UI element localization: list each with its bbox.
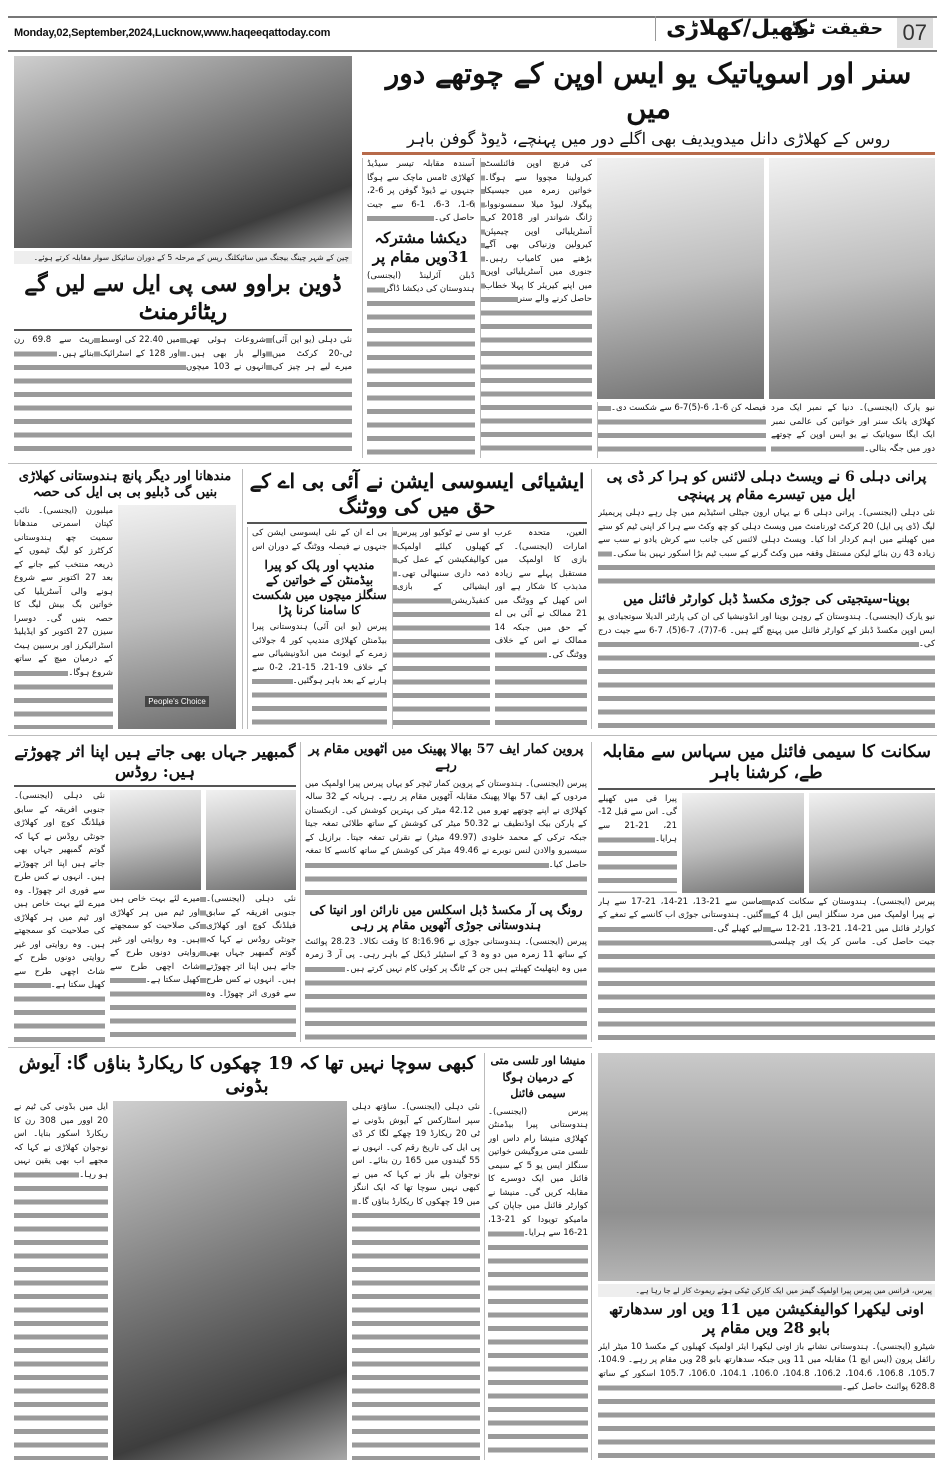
tennis-columns — [362, 158, 935, 458]
tennis-region — [362, 56, 935, 458]
sukant-rule — [598, 788, 935, 790]
badoni-body-row — [14, 1101, 480, 1460]
row-divider-3 — [8, 1047, 592, 1048]
badoni-headline: کبھی سوچا نہیں تھا کہ 19 چھکوں کا ریکارڈ بناؤں گا: آیوش بڈونی — [18, 1053, 476, 1097]
badoni-region — [14, 1053, 480, 1460]
sukant-photo — [682, 793, 804, 893]
rhodes-headline: گمبھیر جہاں بھی جاتے ہیں اپنا اثر چھوڑتے ہیں: روڈس — [14, 742, 296, 781]
delhi-headline: پرانی دہلی 6 نے ویسٹ دہلی لائنس کو ہرا کر ڈی پی ایل میں تیسرے مقام پر پہنچی — [606, 469, 927, 503]
bopanna-article: نیو یارک (ایجنسی)۔ ہندوستان کے روہن بوپنا اور انڈونیشیا کی ان کی پارٹنر الدیلا سوتجیادی یو ایس اوپن مکسڈ ڈبلز کے کوارٹر فائنل میں پہنچ گئے ہیں۔ 6-7(7)، 7-6(5)، 7-6 سے جیت درج کی۔ — [598, 611, 935, 729]
bravo-article: نئی دہلی (یو این آئی) ٹی-20 کرکٹ میں میرے لیے ہر چیز کی شروعات ہوئی تھی والے بار بھی ہیں۔ انہوں نے 103 میچوں میں 22.40 کی اوسط اور 128 کے اسٹرائیک ریٹ سے 69.8 رن بنائے ہیں۔ — [14, 334, 352, 458]
tennis-article-col-1: کی فرنچ اوپن فائنلسٹ کیرولینا مچووا سے ہوگا۔ خواتین زمرہ میں جیسیکا پیگولا، لیوڈ میلا سمسونووا، ژانگ شواندر اور 2018 کی آسٹریلیائی اوپن چیمپئن کیرولین وزنیاکی بھی آگے بڑھنے میں کامیاب رہیں۔ جنوری میں آسٹریلیائی اوپن میں اپنے کیریئر کا پہلا خطاب حاصل کرنے والے سنر — [480, 158, 593, 458]
sukant-region — [598, 742, 935, 1042]
paralympic-field-photo — [598, 1053, 935, 1281]
header-rule-bottom — [8, 50, 937, 52]
iba-article-col-3: بی اے ان کے نئی ایسوسی ایشن کی جنہوں نے فیصلہ ووٹنگ کے دوران اس — [252, 527, 387, 555]
sukant-article-col-2: پیرا فی میں کھیلے گی۔ اس سے قبل 12-21، 21-21 سے ہرایا۔ — [598, 793, 677, 893]
tennis-photos — [597, 158, 935, 399]
main-subheadline: روس کے کھلاڑی دانل میدویدیف بھی اگلے دور میں پہنچے، ڈیوڈ گوفن باہر — [406, 129, 891, 148]
tennis-article-col-3: نیو یارک (ایجنسی)۔ دنیا کے نمبر ایک مرد کھلاڑی یانک سنر اور خواتین کی عالمی نمبر ایک ایگا سویاتیک نے یو ایس اوپن کے چوتھے دور میں جگہ بنالی۔ — [771, 402, 935, 458]
rhodes-region — [14, 742, 296, 1042]
rowing-headline: رونگ پی آر مکسڈ ڈبل اسکلس میں نارائن اور انیتا کی ہندوستانی جوڑی آٹھویں مقام پر رہی — [309, 902, 583, 932]
sukant-article: پیرس (ایجنسی)۔ ہندوستان کے سکانت کدم نے پیرا اولمپک میں مرد سنگلز ایس ایل 4 کے کوارٹر فائنل میں 21-14، 21-13، 21-12 سے جیت حاصل کی۔ ماسن کر یک اور چیلسی ماسن سے 21-13، 21-14، 21-17 سے ہار گئیں۔ ہندوستانی جوڑی اب کانسے کے تمغے کے لیے کھیلے گی۔ — [598, 896, 935, 1043]
sukant-headline: سکانت کا سیمی فائنل میں سہاس سے مقابلہ طے، کرشنا باہر — [601, 742, 932, 784]
rhodes-article-col: نئی دہلی (ایجنسی)۔ جنوبی افریقہ کے سابق فیلڈنگ کوچ اور کھلاڑی جونٹی روڈس نے کہا کہ گوتم گمبھیر جہاں بھی جاتے ہیں اپنا اثر چھوڑتے ہیں۔ انہوں نے کس طرح سے فوری اثر چھوڑا۔ وہ میرے لئے بہت خاص ہیں اور ٹیم میں ہر کھلاڑی کی صلاحیت کو سمجھتے ہیں۔ وہ روایتی اور غیر روایتی دونوں طرح کے شاٹ اچھی طرح سے کھیل سکتا ہے۔ — [14, 790, 105, 1042]
cycling-photo — [14, 56, 352, 248]
page-number: 07 — [897, 18, 933, 48]
iba-columns — [247, 527, 587, 729]
mandhana-body-row — [14, 505, 236, 730]
badoni-article-col-left: ایل میں بڈونی کی ٹیم نے 20 اوور میں 308 رن کا ریکارڈ اسکور بنایا۔ اس نوجوان کھلاڑی نے کہا کہ مجھے اب بھی یقین نہیں ہو رہا۔ — [14, 1101, 108, 1460]
mandhana-article: میلبورن (ایجنسی)۔ نائب کپتان اسمرتی مندھانا سمیت چھ ہندوستانی کرکٹرز کو لیگ ٹیموں کے ذریعہ منتخب کیے جانے کے بعد 27 اکتوبر سے شروع ہونے والی آسٹریلیا کی خواتین بگ بیش لیگ کا حصہ بنیں گی۔ دوسرا سیزن 27 اکتوبر کو ایڈیلیڈ اسٹرائیکرز اور برسبین ہیٹ کے درمیان میچ کے ساتھ شروع ہوگا۔ — [14, 505, 113, 730]
swiatek-photo — [597, 158, 764, 399]
praveen-article: پیرس (ایجنسی)۔ ہندوستان کے پروین کمار ٹیچر کو یہاں پیرس پیرا اولمپک میں مردوں کے ایف 57 بھالا پھینک مقابلہ آٹھویں مقام پر رہے۔ ہریانہ کے 32 سالہ کھلاڑی نے اپنے چوتھے تھرو میں 42.12 میٹر کی بہترین کوشش کی۔ ازبکستان کے یارکن بیک اوڈنطیف نے 50.32 میٹر کی کوشش کے ساتھ طلائی تمغہ جیتا جبکہ ترکی کے محمد خلودی (49.97 میٹر) نے نقرئی تمغہ جیتا۔ برازیل کے سیسیرو والادن لنس نوبرے نے 49.46 میٹر کی کوشش کے ساتھ کانسے کا تمغہ حاصل کیا۔ — [305, 778, 587, 900]
iba-article-col-2: او سی نے ٹوکیو اور پیرس کھیلوں کیلئے اولمپک کوالیفکیشن کے عمل کی ذمہ داری سنبھالی تھی۔ ایشیائی کے بازی کنفیڈریشن — [392, 527, 490, 729]
rowing-article: پیرس (ایجنسی)۔ ہندوستانی جوڑی نے 8:16.96 کا وقت نکالا۔ 28.23 پوائنٹ کے ساتھ 11 زمرہ میں دو وہ 3 کے اسٹیئر ڈیکل کے باہر رہی۔ پی آر 3 زمرہ میں وہ ایتھلیٹ کھیلتے ہیں جن کے ٹانگ پر کوئی کام نہیں کرتے ہیں۔ — [305, 936, 587, 1043]
rhodes-body-row — [14, 790, 296, 1042]
row-divider-1 — [8, 463, 937, 464]
diksha-headline: دیکشا مشترکہ 31ویں مقام پر — [372, 229, 469, 266]
mandhana-photo — [118, 505, 236, 730]
praveen-region — [300, 742, 592, 1042]
section-title: کھیل/کھلاڑی — [655, 16, 807, 41]
iba-region — [242, 469, 592, 729]
badoni-article: نئی دہلی (ایجنسی)۔ ساؤتھ دہلی سپر اسٹارکس کے آیوش بڈونی نے ٹی 20 ریکارڈ 19 چھکے لگا کر ڈی پی ایل کی تاریخ رقم کی۔ انہوں نے 55 گیندوں میں 165 رن بنائے۔ اس نوجوان بلے باز نے کہا کہ میں نے کبھی نہیں سوچا تھا کہ ایک اننگز میں 19 چھکوں کا ریکارڈ بناؤں گا۔ — [352, 1101, 480, 1460]
delhi-region — [598, 469, 935, 729]
field-photo-region — [598, 1053, 935, 1460]
iba-rule — [247, 522, 587, 524]
diksha-article: ڈبلن آئرلینڈ (ایجنسی) ہندوستان کی دیکشا ڈاگر — [367, 270, 475, 459]
badoni-photo — [113, 1101, 347, 1460]
sukant-photo-row — [598, 793, 935, 893]
rhodes-article: نئی دہلی (ایجنسی)۔ جنوبی افریقہ کے سابق فیلڈنگ کوچ اور کھلاڑی جونٹی روڈس نے کہا کہ گوتم گمبھیر جہاں بھی جاتے ہیں اپنا اثر چھوڑتے ہیں۔ انہوں نے کس طرح سے فوری اثر چھوڑا۔ وہ میرے لئے بہت خاص ہیں اور ٹیم میں ہر کھلاڑی کی صلاحیت کو سمجھتے ہیں۔ وہ روایتی اور غیر روایتی دونوں طرح کے شاٹ اچھی طرح سے کھیل سکتا ہے۔ — [110, 893, 296, 1042]
rhodes-photo-column — [110, 790, 296, 1042]
para-badminton-column — [247, 527, 387, 729]
iba-article-col-1: العین، متحدہ عرب امارات (ایجنسی)۔ کے بازی کا اولمپک میں مستقبل پہلے سے زیادہ مذبذب کا شکار ہے اور اس کھیل کے ووٹنگ میں 21 ممالک نے آئی بی اے کے حق میں جبکہ 14 ممالک نے اس کے خلاف ووٹنگ کی۔ — [495, 527, 588, 729]
para-badminton-article: پیرس (یو این آئی) ہندوستانی پیرا بیڈمنٹن کھلاڑی مندیپ کور 4 جولائی زمرے کے ایونٹ میں انڈونیشیائی سے کے خلاف 19-21، 15-21، 2-0 سے ہارنے کے بعد باہر ہوگئیں۔ — [252, 621, 387, 729]
tennis-photo-column — [597, 158, 935, 458]
manisha-article: پیرس (ایجنسی)۔ ہندوستانی پیرا بیڈمنٹن کھلاڑی منیشا رام داس اور تلسی متی مروگیشن خواتین سنگلز ایس یو 5 کے سیمی فائنل میں ایک دوسرے کا مقابلہ کریں گی۔ منیشا نے کوارٹر فائنل میں جاپان کی مامیکو تویودا کو 21-13، 21-16 سے ہرایا۔ — [488, 1106, 588, 1461]
row-divider-2 — [8, 735, 937, 736]
manisha-region — [484, 1053, 592, 1460]
mandhana-headline: مندھانا اور دیگر پانچ ہندوستانی کھلاڑی بنیں گی ڈبلیو بی بی ایل کی حصہ — [18, 469, 232, 501]
avani-headline: اونی لیکھرا کوالیفکیشن میں 11 ویں اور سدھارتھ بابو 28 ویں مقام پر — [609, 1300, 924, 1337]
date-line: Monday,02,September,2024,Lucknow,www.haqeeqattoday.com — [14, 27, 331, 39]
gambhir-photo — [110, 790, 201, 890]
top-left-region — [14, 56, 352, 458]
rhodes-photos — [110, 790, 296, 890]
krishna-photo — [809, 793, 935, 893]
masthead-logo: حقیقت ٹوڈے — [780, 19, 883, 39]
avani-article: شیٹرو (ایجنسی)۔ ہندوستانی نشانے باز اونی لیکھرا ایئر اولمپک کھیلوں کے مکسڈ 10 میٹر ایئر رائفل پرون (ایس ایچ 1) مقابلہ میں 11 ویں جبکہ سدھارتھ بابو 28 ویں مقام پر رہے۔ 104.9، 105.7، 106.8، 104.6، 106.2، 104.8، 106.0، 104.1، 106.0، 105.7 اسکور کے ساتھ 628.8 پوائنٹ حاصل کیے۔ — [598, 1341, 935, 1461]
rhodes-rule — [14, 785, 296, 787]
headline-rule — [362, 152, 935, 155]
tennis-left-column — [362, 158, 475, 458]
para-badminton-headline: مندیپ اور پلک کو پیرا بیڈمنٹن کے خواتین کے سنگلز میچوں میں شکست کا سامنا کرنا پڑا — [252, 558, 387, 617]
jersey-sponsor-text: People's Choice — [145, 696, 209, 707]
tennis-article-col-4: فیصلہ کن 6-1، 6-(5)7-6 سے شکست دی۔ — [597, 402, 766, 458]
bravo-rule — [14, 329, 352, 331]
iba-headline: ایشیائی ایسوسی ایشن نے آئی بی اے کے حق میں کی ووٹنگ — [249, 469, 585, 518]
bravo-headline: ڈوین براوو سی پی ایل سے لیں گے ریٹائرمنٹ — [24, 271, 342, 325]
bopanna-headline: بوپنا-سیتجیتی کی جوڑی مکسڈ ڈبل کوارٹر فائنل میں — [623, 592, 910, 607]
main-headline: سنر اور اسویاتیک یو ایس اوپن کے چوتھے دور میں — [385, 57, 912, 125]
tennis-bottom-text — [597, 402, 935, 458]
tennis-article-col-2: آسندہ مقابلہ تیسر سیڈیڈ کھلاڑی ٹامس ماچک سے ہوگا جنہوں نے ڈیوڈ گوفن پر 6-2، 6-1، 3-6، 1-6 سے جیت حاصل کی۔ — [367, 158, 475, 226]
sinner-photo — [769, 158, 936, 399]
praveen-headline: پروین کمار ایف 57 بھالا پھینک میں آٹھویں مقام پر رہے — [308, 742, 584, 774]
field-photo-caption: پیرس، فرانس میں پیرس پیرا اولمپک گیمز میں ایک کارکن ٹیکی ہوئے ریموٹ کار لے جا رہا ہے۔ — [598, 1284, 935, 1297]
rhodes-photo — [206, 790, 297, 890]
cycling-photo-caption: چین کے شہر چینگ بیجنگ میں سائیکلنگ ریس کے مرحلہ 5 کے دوران سائیکل سوار مقابلہ کرتے ہوئے۔ — [14, 251, 352, 264]
mandhana-region — [14, 469, 236, 729]
manisha-headline: منیشا اور تلسی متی کے درمیان ہوگا سیمی فائنل — [490, 1054, 586, 1100]
delhi-article: نئی دہلی (ایجنسی)۔ پرانی دہلی 6 نے یہاں ارون جیٹلی اسٹیڈیم میں چل رہے دہلی پریمیئر لیگ (ڈی پی ایل) 20 کرکٹ ٹورنامنٹ میں ویسٹ دہلی کو چھ وکٹ سے ہرا کر اپنی ٹیم کو ستے میں کھیلنے میں اہم کردار ادا کیا۔ ویسٹ دہلی لائنس کی جانب سے کرش یادو نے سب سے زیادہ 43 رن بنائے لیکن مستقل وقفہ میں وکٹ گرنے کے سبب ٹیم بڑا اسکور نہیں بنا سکی۔ — [598, 507, 935, 589]
